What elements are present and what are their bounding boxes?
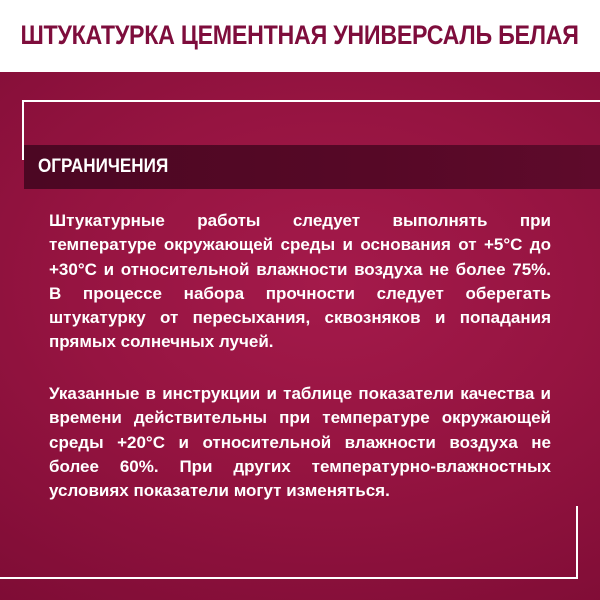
restrictions-paragraph: Штукатурные работы следует выполнять при температуре окружающей среды и основания от +5°С до +30°С и относительной влажности воздуха не более 75%. В процессе набора прочности следует оберегать штукатурку от пересыхания, сквозняков и попадания прямых солнечных лучей. [49,211,551,352]
conditions-paragraph: Указанные в инструкции и таблице показатели качества и времени действительны при температуре окружающей среды +20°С и относительной влажности воздуха не более 60%. При других температурно-влажностных условиях показатели могут изменяться. [49,384,551,501]
header [0,0,600,72]
section-title: ОГРАНИЧЕНИЯ [38,156,169,177]
page-title: ШТУКАТУРКА ЦЕМЕНТНАЯ УНИВЕРСАЛЬ БЕЛАЯ [20,19,580,50]
frame-line-right [576,506,578,579]
frame-line-top [22,100,600,102]
frame-line-bottom [0,577,578,579]
